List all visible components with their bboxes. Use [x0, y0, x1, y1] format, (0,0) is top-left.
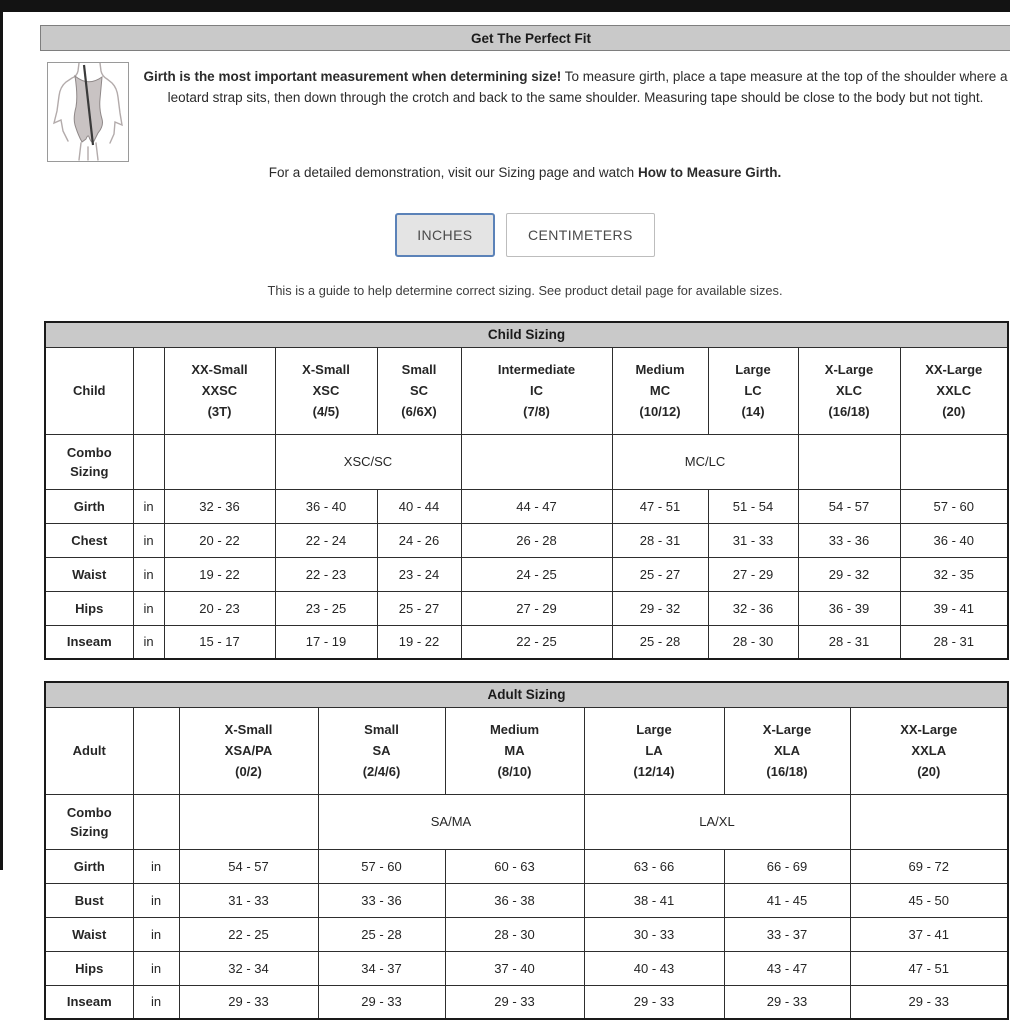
- measurement-value: 29 - 33: [445, 985, 584, 1019]
- measurement-unit: in: [133, 985, 179, 1019]
- measurement-value: 37 - 40: [445, 951, 584, 985]
- page-title: [40, 25, 1010, 51]
- combo-sizing-label: Combo Sizing: [45, 794, 133, 849]
- measurement-value: 29 - 32: [612, 591, 708, 625]
- measurement-value: 54 - 57: [179, 849, 318, 883]
- size-column-header: [179, 707, 318, 794]
- page-frame-top: [0, 0, 1010, 12]
- size-column-code: LC: [744, 383, 762, 398]
- leotard-girth-illustration: [47, 62, 129, 162]
- combo-cell: XSC/SC: [275, 434, 461, 489]
- measurement-value: 28 - 31: [612, 523, 708, 557]
- measurement-value: 25 - 28: [612, 625, 708, 659]
- measurement-value: 60 - 63: [445, 849, 584, 883]
- measurement-value: 25 - 27: [612, 557, 708, 591]
- size-column-sizes: (20): [942, 404, 966, 419]
- size-column-code: SC: [409, 383, 429, 398]
- measurement-unit: in: [133, 951, 179, 985]
- size-column-sizes: (2/4/6): [362, 764, 401, 779]
- combo-cell: [798, 434, 900, 489]
- measurement-value: 27 - 29: [461, 591, 612, 625]
- intro-section: [40, 62, 1010, 108]
- measurement-row: [45, 985, 1008, 1019]
- measurement-value: 22 - 23: [275, 557, 377, 591]
- size-column-code: XXSC: [201, 383, 238, 398]
- measurement-value: 39 - 41: [900, 591, 1008, 625]
- measurement-value: 47 - 51: [612, 489, 708, 523]
- measurement-unit: in: [133, 523, 164, 557]
- measurement-value: 23 - 25: [275, 591, 377, 625]
- combo-cell: SA/MA: [318, 794, 584, 849]
- size-column-header: [798, 347, 900, 434]
- adult-sizing-table: [44, 681, 1009, 1020]
- measurement-value: 32 - 36: [708, 591, 798, 625]
- size-column-code: XLC: [836, 383, 862, 398]
- measurement-value: 23 - 24: [377, 557, 461, 591]
- measurement-row: [45, 883, 1008, 917]
- size-column-sizes: (10/12): [639, 404, 681, 419]
- measurement-row: [45, 557, 1008, 591]
- table-title: Child Sizing: [45, 322, 1008, 347]
- table-corner-label: Child: [45, 347, 133, 434]
- measurement-value: 36 - 40: [275, 489, 377, 523]
- size-column-sizes: (0/2): [235, 764, 262, 779]
- size-column-sizes: (8/10): [497, 764, 532, 779]
- measurement-value: 31 - 33: [179, 883, 318, 917]
- size-column-header: [850, 707, 1008, 794]
- page-frame-left: [0, 12, 3, 870]
- measurement-unit: in: [133, 557, 164, 591]
- measurement-value: 57 - 60: [318, 849, 445, 883]
- girth-instructions-body: To measure girth, place a tape measure at the top of the shoulder where a leotard strap sits, then down through the crotch and back to the same shoulder. Measuring tape should be close to the body but not tight.: [167, 69, 1008, 105]
- table-corner-label: Adult: [45, 707, 133, 794]
- measurement-value: 30 - 33: [584, 917, 724, 951]
- measurement-value: 69 - 72: [850, 849, 1008, 883]
- measurement-value: 24 - 26: [377, 523, 461, 557]
- combo-cell: [164, 434, 275, 489]
- demo-note: [40, 162, 1010, 180]
- measurement-row: [45, 625, 1008, 659]
- measurement-value: 27 - 29: [708, 557, 798, 591]
- size-column-name: X-Large: [762, 722, 812, 737]
- inches-button[interactable]: INCHES: [395, 213, 494, 257]
- measurement-label: Bust: [45, 883, 133, 917]
- measurement-unit: in: [133, 917, 179, 951]
- size-column-header: [584, 707, 724, 794]
- measurement-unit: in: [133, 849, 179, 883]
- size-column-name: Large: [735, 362, 771, 377]
- size-column-sizes: (16/18): [828, 404, 870, 419]
- girth-instructions: [129, 62, 1010, 108]
- combo-cell: [900, 434, 1008, 489]
- size-column-name: X-Small: [302, 362, 350, 377]
- measurement-value: 22 - 24: [275, 523, 377, 557]
- measurement-value: 33 - 36: [798, 523, 900, 557]
- combo-cell: [850, 794, 1008, 849]
- measurement-value: 17 - 19: [275, 625, 377, 659]
- size-column-header: [900, 347, 1008, 434]
- measurement-label: Girth: [45, 849, 133, 883]
- size-column-sizes: (3T): [207, 404, 232, 419]
- size-column-name: XX-Large: [925, 362, 983, 377]
- measurement-label: Chest: [45, 523, 133, 557]
- size-column-code: XSC: [312, 383, 340, 398]
- size-column-header: [164, 347, 275, 434]
- measurement-value: 22 - 25: [179, 917, 318, 951]
- page-title-text: Get The Perfect Fit: [470, 30, 592, 46]
- measurement-label: Girth: [45, 489, 133, 523]
- measurement-unit: in: [133, 625, 164, 659]
- measurement-label: Inseam: [45, 985, 133, 1019]
- measurement-value: 28 - 31: [900, 625, 1008, 659]
- measurement-row: [45, 489, 1008, 523]
- measurement-row: [45, 523, 1008, 557]
- size-column-code: MA: [504, 743, 525, 758]
- size-column-code: SA: [372, 743, 391, 758]
- size-column-name: Small: [401, 362, 437, 377]
- centimeters-button[interactable]: CENTIMETERS: [506, 213, 655, 257]
- combo-cell: MC/LC: [612, 434, 798, 489]
- measurement-value: 44 - 47: [461, 489, 612, 523]
- combo-sizing-label: Combo Sizing: [45, 434, 133, 489]
- size-column-sizes: (6/6X): [401, 404, 437, 419]
- size-column-code: XLA: [774, 743, 800, 758]
- measurement-value: 36 - 40: [900, 523, 1008, 557]
- measurement-value: 28 - 30: [445, 917, 584, 951]
- demo-note-link-text: How to Measure Girth.: [637, 165, 782, 180]
- size-column-sizes: (7/8): [523, 404, 550, 419]
- size-column-code: XSA/PA: [224, 743, 273, 758]
- measurement-unit: in: [133, 489, 164, 523]
- measurement-label: Hips: [45, 591, 133, 625]
- table-title: Adult Sizing: [45, 682, 1008, 707]
- sizing-page: [40, 12, 1010, 1020]
- measurement-value: 22 - 25: [461, 625, 612, 659]
- child-sizing-table: [44, 321, 1009, 660]
- measurement-value: 28 - 30: [708, 625, 798, 659]
- measurement-value: 20 - 23: [164, 591, 275, 625]
- size-column-sizes: (20): [917, 764, 941, 779]
- measurement-value: 63 - 66: [584, 849, 724, 883]
- size-column-header: [275, 347, 377, 434]
- size-column-code: LA: [645, 743, 663, 758]
- size-column-sizes: (14): [741, 404, 765, 419]
- measurement-value: 25 - 27: [377, 591, 461, 625]
- size-column-name: Small: [364, 722, 399, 737]
- measurement-row: [45, 951, 1008, 985]
- measurement-value: 43 - 47: [724, 951, 850, 985]
- measurement-value: 29 - 33: [318, 985, 445, 1019]
- size-column-code: XXLC: [936, 383, 972, 398]
- size-column-header: [377, 347, 461, 434]
- measurement-value: 47 - 51: [850, 951, 1008, 985]
- unit-column-header: [133, 707, 179, 794]
- measurement-value: 33 - 36: [318, 883, 445, 917]
- measurement-unit: in: [133, 591, 164, 625]
- unit-toggle: [40, 213, 1010, 257]
- size-column-sizes: (12/14): [633, 764, 675, 779]
- combo-cell: [179, 794, 318, 849]
- unit-column-header: [133, 347, 164, 434]
- size-column-name: X-Large: [824, 362, 874, 377]
- measurement-value: 41 - 45: [724, 883, 850, 917]
- sizing-guide-note: This is a guide to help determine correct sizing. See product detail page for available sizes.: [267, 283, 783, 298]
- measurement-value: 29 - 33: [724, 985, 850, 1019]
- measurement-value: 25 - 28: [318, 917, 445, 951]
- size-column-name: XX-Large: [900, 722, 958, 737]
- measurement-value: 33 - 37: [724, 917, 850, 951]
- measurement-value: 29 - 33: [850, 985, 1008, 1019]
- measurement-value: 34 - 37: [318, 951, 445, 985]
- measurement-value: 37 - 41: [850, 917, 1008, 951]
- size-column-code: MC: [649, 383, 671, 398]
- measurement-label: Inseam: [45, 625, 133, 659]
- measurement-value: 24 - 25: [461, 557, 612, 591]
- size-column-header: [445, 707, 584, 794]
- combo-unit-cell: [133, 794, 179, 849]
- measurement-value: 38 - 41: [584, 883, 724, 917]
- size-column-header: [612, 347, 708, 434]
- size-column-code: XXLA: [911, 743, 947, 758]
- measurement-value: 51 - 54: [708, 489, 798, 523]
- measurement-row: [45, 591, 1008, 625]
- measurement-value: 29 - 33: [179, 985, 318, 1019]
- size-column-name: Medium: [635, 362, 685, 377]
- measurement-value: 32 - 35: [900, 557, 1008, 591]
- size-column-header: [724, 707, 850, 794]
- measurement-value: 40 - 43: [584, 951, 724, 985]
- measurement-value: 66 - 69: [724, 849, 850, 883]
- size-column-name: XX-Small: [191, 362, 248, 377]
- measurement-value: 20 - 22: [164, 523, 275, 557]
- size-column-name: X-Small: [224, 722, 273, 737]
- measurement-value: 32 - 34: [179, 951, 318, 985]
- measurement-value: 26 - 28: [461, 523, 612, 557]
- combo-cell: [461, 434, 612, 489]
- measurement-unit: in: [133, 883, 179, 917]
- measurement-value: 45 - 50: [850, 883, 1008, 917]
- combo-cell: LA/XL: [584, 794, 850, 849]
- measurement-label: Hips: [45, 951, 133, 985]
- measurement-value: 15 - 17: [164, 625, 275, 659]
- measurement-value: 19 - 22: [164, 557, 275, 591]
- measurement-row: [45, 917, 1008, 951]
- leotard-figure-icon: [48, 63, 128, 161]
- combo-unit-cell: [133, 434, 164, 489]
- size-column-sizes: (4/5): [312, 404, 340, 419]
- measurement-value: 40 - 44: [377, 489, 461, 523]
- measurement-value: 36 - 38: [445, 883, 584, 917]
- demo-note-text: For a detailed demonstration, visit our Sizing page and watch: [268, 165, 635, 180]
- measurement-row: [45, 849, 1008, 883]
- measurement-value: 54 - 57: [798, 489, 900, 523]
- measurement-value: 29 - 33: [584, 985, 724, 1019]
- girth-instructions-lead: Girth is the most important measurement when determining size!: [143, 69, 562, 84]
- measurement-value: 19 - 22: [377, 625, 461, 659]
- size-column-code: IC: [530, 383, 543, 398]
- size-column-name: Intermediate: [497, 362, 576, 377]
- measurement-value: 29 - 32: [798, 557, 900, 591]
- size-column-header: [708, 347, 798, 434]
- size-column-header: [318, 707, 445, 794]
- measurement-value: 36 - 39: [798, 591, 900, 625]
- size-column-sizes: (16/18): [766, 764, 808, 779]
- size-column-header: [461, 347, 612, 434]
- size-column-name: Medium: [489, 722, 540, 737]
- measurement-value: 28 - 31: [798, 625, 900, 659]
- measurement-value: 31 - 33: [708, 523, 798, 557]
- measurement-label: Waist: [45, 917, 133, 951]
- measurement-value: 57 - 60: [900, 489, 1008, 523]
- measurement-label: Waist: [45, 557, 133, 591]
- measurement-value: 32 - 36: [164, 489, 275, 523]
- size-column-name: Large: [636, 722, 672, 737]
